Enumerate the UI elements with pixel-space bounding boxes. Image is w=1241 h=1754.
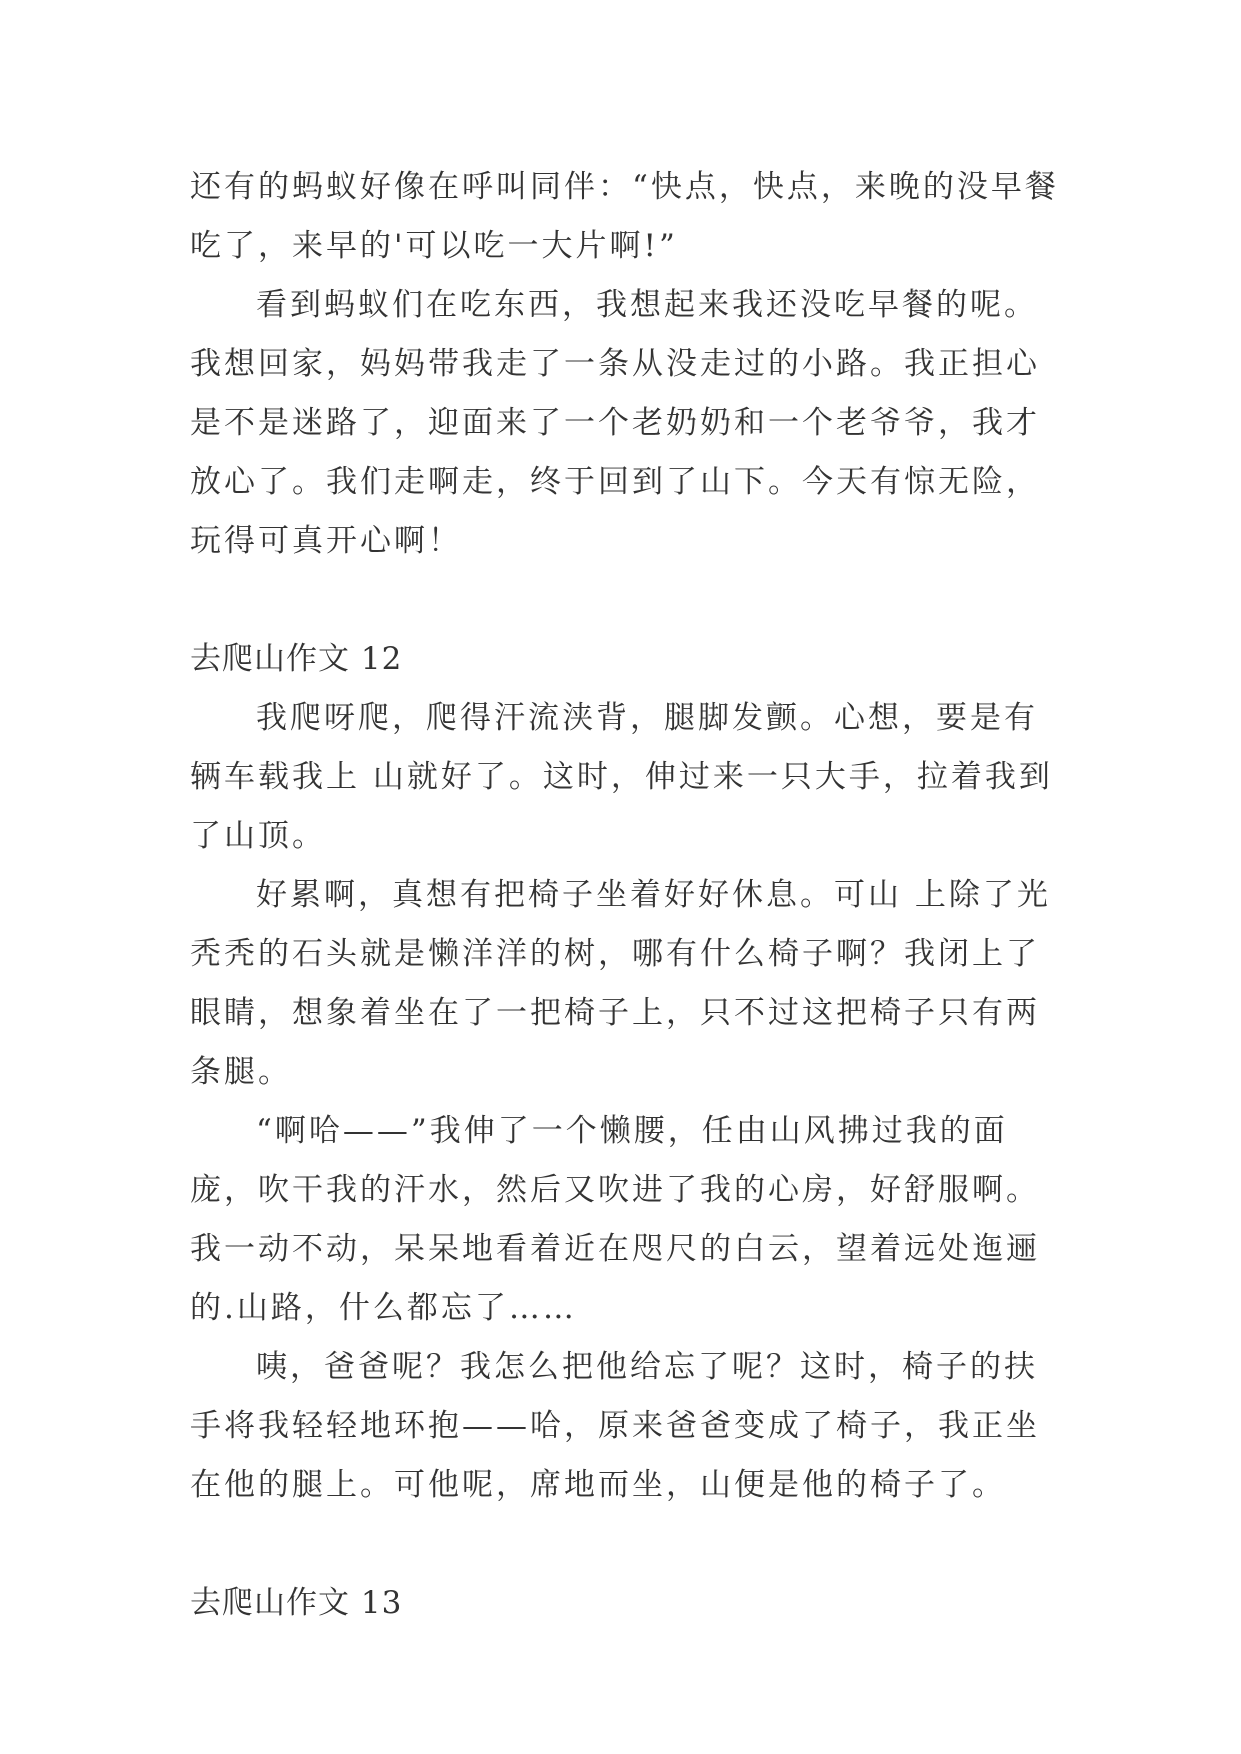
- section-heading: 去爬山作文 13: [190, 1585, 403, 1621]
- paragraph: 我爬呀爬，爬得汗流浃背，腿脚发颤。心想，要是有辆车载我上 山就好了。这时，伸过来一只大手，拉着我到了山顶。: [190, 700, 1053, 854]
- paragraph: 看到蚂蚁们在吃东西，我想起来我还没吃早餐的呢。我想回家，妈妈带我走了一条从没走过的小路。我正担心是不是迷路了，迎面来了一个老奶奶和一个老爷爷，我才放心了。我们走啊走，终于回到了山下。今天有惊无险，玩得可真开心啊！: [190, 287, 1040, 559]
- section-gap: [190, 571, 1060, 630]
- paragraph: “啊哈——”我伸了一个懒腰，任由山风拂过我的面庞，吹干我的汗水，然后又吹进了我的心房，好舒服啊。我一动不动，呆呆地看着近在咫尺的白云，望着远处迤逦的.山路，什么都忘了……: [190, 1113, 1040, 1326]
- paragraph: 咦，爸爸呢？我怎么把他给忘了呢？这时，椅子的扶手将我轻轻地环抱——哈，原来爸爸变成了椅子，我正坐在他的腿上。可他呢，席地而坐，山便是他的椅子了。: [190, 1349, 1040, 1503]
- paragraph: 还有的蚂蚁好像在呼叫同伴：“快点，快点，来晚的没早餐吃了，来早的'可以吃一大片啊!”: [190, 169, 1059, 264]
- document-body: [190, 158, 1060, 1633]
- paragraph: 好累啊，真想有把椅子坐着好好休息。可山 上除了光秃秃的石头就是懒洋洋的树，哪有什么椅子啊？我闭上了眼睛，想象着坐在了一把椅子上，只不过这把椅子只有两条腿。: [190, 877, 1051, 1090]
- section-heading: 去爬山作文 12: [190, 641, 403, 677]
- section-gap: [190, 1515, 1060, 1574]
